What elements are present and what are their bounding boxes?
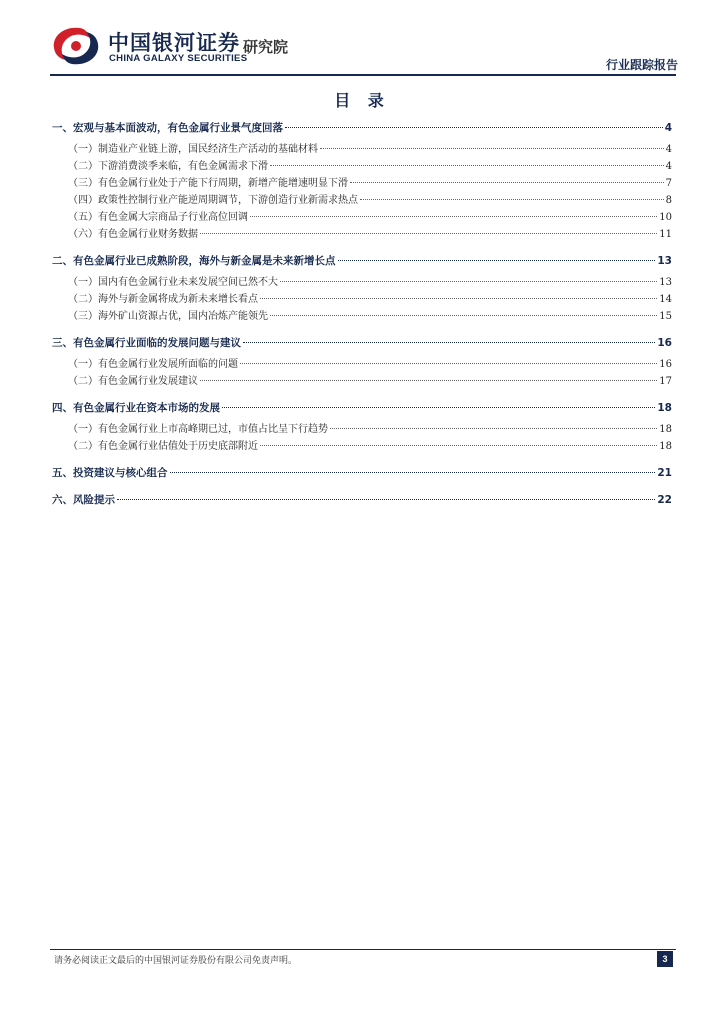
dot-leader: [200, 380, 657, 381]
toc-item-page: 18: [659, 441, 672, 452]
toc-item-page: 4: [665, 144, 672, 155]
toc-item-label: （一）制造业产业链上游，国民经济生产活动的基础材料: [68, 144, 318, 155]
dot-leader: [350, 182, 664, 183]
toc-item[interactable]: [52, 356, 672, 373]
toc-item-label: （二）海外与新金属将成为新未来增长看点: [68, 294, 258, 305]
toc-item[interactable]: [52, 175, 672, 192]
toc-section-label: 四、有色金属行业在资本市场的发展: [52, 402, 220, 414]
toc-item[interactable]: [52, 209, 672, 226]
dot-leader: [360, 199, 664, 200]
page-number: 3: [657, 951, 673, 967]
dot-leader: [170, 472, 656, 473]
toc-item[interactable]: [52, 373, 672, 390]
dot-leader: [280, 281, 657, 282]
toc-section-page: 16: [657, 337, 672, 349]
dot-leader: [200, 233, 657, 234]
toc-section[interactable]: [52, 253, 672, 270]
dot-leader: [270, 315, 657, 316]
toc-item-page: 15: [659, 311, 672, 322]
toc-item[interactable]: [52, 192, 672, 209]
toc-item-label: （六）有色金属行业财务数据: [68, 229, 198, 240]
toc-section-page: 13: [657, 255, 672, 267]
toc-item-label: （五）有色金属大宗商品子行业高位回调: [68, 212, 248, 223]
toc-item-label: （二）有色金属行业估值处于历史底部附近: [68, 441, 258, 452]
footer-divider: [50, 949, 676, 950]
toc-item-label: （一）有色金属行业发展所面临的问题: [68, 359, 238, 370]
toc-item-page: 17: [659, 376, 672, 387]
toc-item[interactable]: [52, 421, 672, 438]
brand-name-en: CHINA GALAXY SECURITIES: [109, 53, 248, 64]
dot-leader: [250, 216, 657, 217]
toc-item-page: 8: [665, 195, 672, 206]
toc-item-label: （二）有色金属行业发展建议: [68, 376, 198, 387]
toc-item-label: （三）海外矿山资源占优，国内冶炼产能领先: [68, 311, 268, 322]
toc-item-page: 18: [659, 424, 672, 435]
table-of-contents: [52, 120, 672, 509]
header-divider: [50, 74, 676, 76]
dot-leader: [260, 445, 657, 446]
toc-item-label: （一）国内有色金属行业未来发展空间已然不大: [68, 277, 278, 288]
footer-disclaimer: 请务必阅读正文最后的中国银河证券股份有限公司免责声明。: [54, 956, 298, 966]
galaxy-logo-icon: [50, 24, 102, 68]
toc-item-label: （四）政策性控制行业产能逆周期调节，下游创造行业新需求热点: [68, 195, 358, 206]
dot-leader: [117, 499, 655, 500]
toc-item[interactable]: [52, 291, 672, 308]
toc-item[interactable]: [52, 226, 672, 243]
dot-leader: [285, 127, 663, 128]
toc-item-page: 10: [659, 212, 672, 223]
toc-item-page: 13: [659, 277, 672, 288]
dot-leader: [320, 148, 664, 149]
toc-section[interactable]: [52, 335, 672, 352]
toc-section[interactable]: [52, 465, 672, 482]
report-type-label: 行业跟踪报告: [605, 58, 678, 72]
dot-leader: [240, 363, 657, 364]
toc-section-label: 三、有色金属行业面临的发展问题与建议: [52, 337, 241, 349]
toc-section[interactable]: [52, 120, 672, 137]
toc-section-page: 21: [657, 467, 672, 479]
toc-item-page: 4: [665, 161, 672, 172]
toc-item[interactable]: [52, 274, 672, 291]
institute-label: 研究院: [243, 38, 289, 56]
dot-leader: [260, 298, 657, 299]
brand-name-cn: 中国银河证券: [108, 31, 240, 55]
dot-leader: [270, 165, 664, 166]
toc-item-page: 11: [659, 229, 672, 240]
page-header: [48, 20, 678, 74]
toc-item-page: 14: [659, 294, 672, 305]
dot-leader: [338, 260, 656, 261]
toc-section-label: 二、有色金属行业已成熟阶段，海外与新金属是未来新增长点: [52, 255, 336, 267]
toc-item[interactable]: [52, 141, 672, 158]
toc-item[interactable]: [52, 438, 672, 455]
toc-section-label: 五、投资建议与核心组合: [52, 467, 168, 479]
dot-leader: [222, 407, 655, 408]
toc-section-label: 六、风险提示: [52, 494, 115, 506]
dot-leader: [330, 428, 657, 429]
toc-item[interactable]: [52, 308, 672, 325]
toc-item-label: （二）下游消费淡季来临，有色金属需求下滑: [68, 161, 268, 172]
toc-section[interactable]: [52, 492, 672, 509]
toc-title: 目 录: [334, 91, 390, 110]
toc-item-page: 16: [659, 359, 672, 370]
toc-section-label: 一、宏观与基本面波动，有色金属行业景气度回落: [52, 122, 283, 134]
toc-item-label: （一）有色金属行业上市高峰期已过，市值占比呈下行趋势: [68, 424, 328, 435]
toc-section-page: 22: [657, 494, 672, 506]
toc-section-page: 4: [664, 122, 672, 134]
toc-item-page: 7: [665, 178, 672, 189]
toc-item[interactable]: [52, 158, 672, 175]
dot-leader: [243, 342, 655, 343]
toc-section[interactable]: [52, 400, 672, 417]
toc-section-page: 18: [657, 402, 672, 414]
toc-item-label: （三）有色金属行业处于产能下行周期，新增产能增速明显下滑: [68, 178, 348, 189]
